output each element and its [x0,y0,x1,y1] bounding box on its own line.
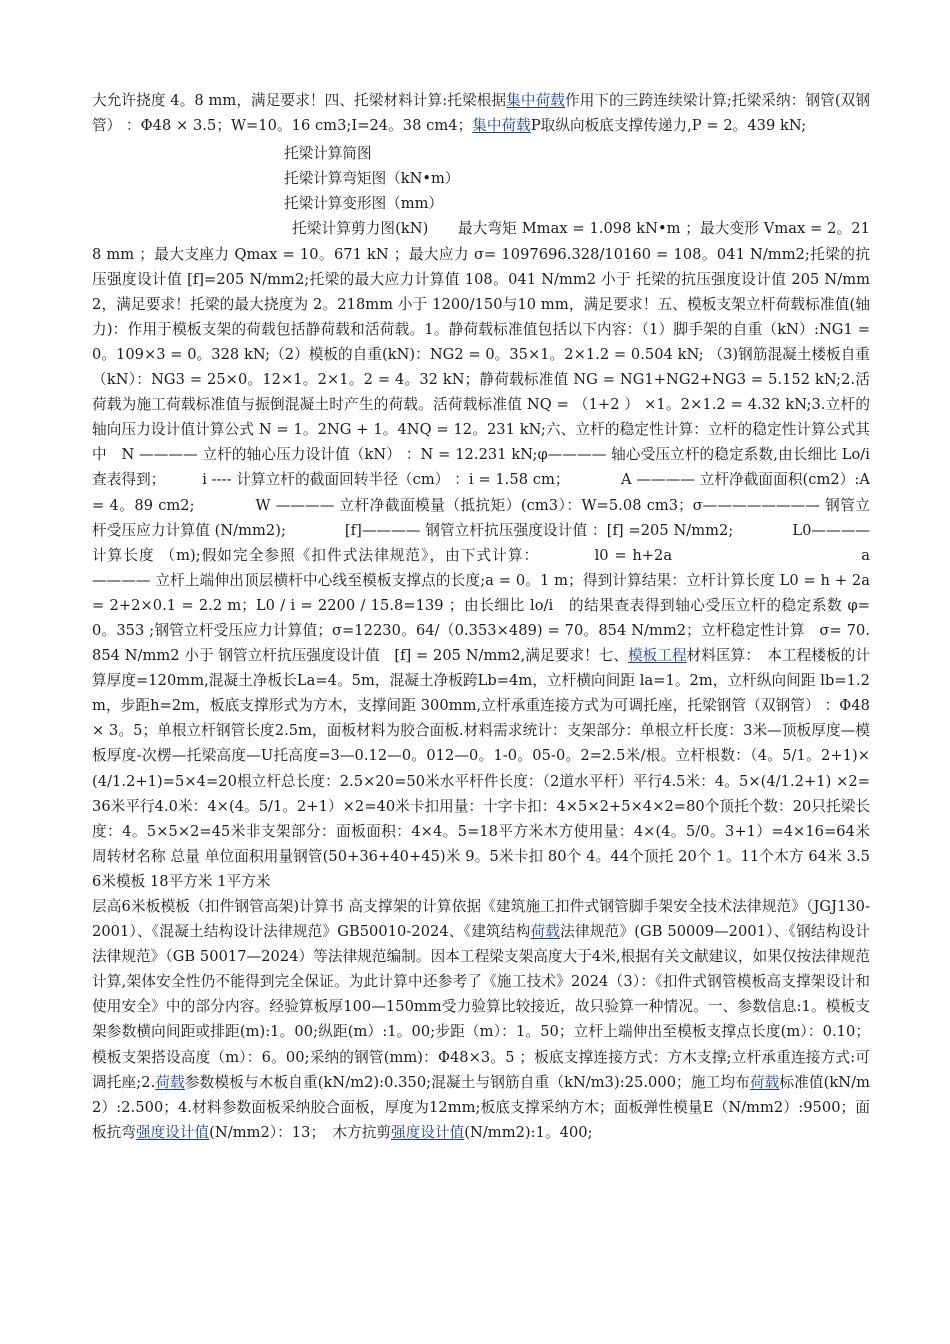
text-run: 大允许挠度 4。8 mm，满足要求！四、托梁材料计算:托梁根据 [92,92,507,109]
link-formwork-engineering[interactable]: 模板工程 [627,647,687,665]
text-run: 最大弯矩 Mmax = 1.098 kN•m ；最大变形 Vmax = 2。218 mm ；最大支座力 Qmax = 10。671 kN ；最大应力 σ= 1097696.328/10160 = 108。041 N/mm2;托梁的抗压强度设计值 [f]=205 N/mm2;托梁的最大应力计算值 108。041 N/mm2 小于 托梁的抗压强度设计值 205 N/mm2，满足要求！托梁的最大挠度为 2。218mm 小于 1200/150与10 mm，满足要求！五、模板支架立杆荷载标准值(轴力)：作用于模板支架的荷载包括静荷载和活荷载。1。静荷载标准值包括以下内容：（1）脚手架的自重（kN）:NG1 = 0。109×3 = 0。328 kN;（2）模板的自重(kN)：NG2 = 0。35×1。2×1.2 = 0.504 kN; （3)钢筋混凝土楼板自重（kN）：NG3 = 25×0。12×1。2×1。2 = 4。32 kN；静荷载标准值 NG = NG1+NG2+NG3 = 5.152 kN;2.活荷载为施工荷载标准值与振倒混凝土时产生的荷载。活荷载标准值 NQ = （1+2 ） ×1。2×1.2 = 4.32 kN;3.立杆的轴向压力设计值计算公式 N = 1。2NG + 1。4NQ = 12。231 kN;六、立杆的稳定性计算：立杆的稳定性计算公式其中 N ———— 立杆的轴心压力设计值（kN） ：N = 12.231 kN;φ———— 轴心受压立杆的稳定系数,由长细比 Lo/i 查表得到； i ---- 计算立杆的截面回转半径（cm） ：i = 1.58 cm； A ———— 立杆净截面面积(cm2）:A = 4。89 cm2; W ———— 立杆净截面模量（抵抗矩）(cm3）：W=5.08 cm3；σ———————— 钢管立杆受压应力计算值 (N/mm2); [f]———— 钢管立杆抗压强度设计值 ：[f] =205 N/mm2; L0———— 计算长度 （m);假如完全参照《扣件式法律规范》，由下式计算： l0 = h+2a a ———— 立杆上端伸出顶层横杆中心线至模板支撑点的长度;a = 0。1 m；得到计算结果：立杆计算长度 L0 = h + 2a = 2+2×0.1 = 2.2 m；L0 / i = 2200 / 15.8=139 ；由长细比 lo/i 的结果查表得到轴心受压立杆的稳定系数 φ= 0。353 ;钢管立杆受压应力计算值；σ=12230。64/（0.353×489) = 70。854 N/mm2；立杆稳定性计算 σ= 70.854 N/mm2 小于 钢管立杆抗压强度设计值 [f] = 205 N/mm2,满足要求！七、 [92,220,870,665]
caption-beam-diagram: 托梁计算简图 [284,145,372,163]
paragraph-stability-calc [92,216,870,894]
link-load[interactable]: 荷载 [530,923,561,941]
text-run: 标准值(kN/m2）:2.500；4.材料参数面板采纳胶合面板，厚度为12mm;板底支撑采纳方木；面板弹性模量E（N/mm2）:9500；面板抗弯 [92,1073,870,1141]
text-run: 材料匡算： 本工程楼板的计算厚度=120mm,混凝土净板长La=4。5m，混凝土净板跨Lb=4m，立杆横向间距 la=1。2m，立杆纵向间距 lb=1.2m，步距h=2m，板底支撑形式为方木，支撑间距 300mm,立杆承重连接方式为可调托座，托梁钢管（双钢管） ：Φ48 × 3。5；单根立杆钢管长度2.5m，面板材料为胶合面板.材料需求统计：支架部分：单根立杆长度：3米—顶板厚度—模板厚度-次楞—托梁高度—U托高度=3—0.12—0。012—0。1-0。05-0。2=2.5米/根。立杆根数：（4。5/1。2+1)×(4/1.2+1)=5×4=20根立杆总长度：2.5×20=50米水平杆件长度：（2道水平杆）平行4.5米：4。5×(4/1.2+1) ×2=36米平行4.0米：4×(4。5/1。2+1）×2=40米卡扣用量：十字卡扣：4×5×2+5×4×2=80个顶托个数：20只托梁长度：4。5×5×2=45米非支架部分：面板面积：4×4。5=18平方米木方使用量：4×(4。5/0。3+1）=4×16=64米周转材名称 总量 单位面积用量钢管(50+36+40+45)米 9。5米卡扣 80个 4。44个顶托 20个 1。11个木方 64米 3.56米模板 18平方米 1平方米 [92,647,870,890]
text-run: 法律规范》(GB 50009—2001）、《钢结构设计法律规范》（GB 50017—2024）等法律规范编制。因本工程梁支架高度大于4米,根据有关文献建议，如果仅按法律规范计算,架体安全性仍不能得到完全保证。为此计算中还参考了《施工技术》2024（3）：《扣件式钢管模板高支撑架设计和使用安全》中的部分内容。经验算板厚100—150mm受力验算比较接近，故只验算一种情况。一、参数信息:1。模板支架参数横向间距或排距(m):1。00;纵距(m）:1。00;步距（m）：1。50；立杆上端伸出至模板支撑点长度(m）：0.10；模板支架搭设高度（m）：6。00;采纳的钢管(mm)：Φ48×3。5 ；板底支撑连接方式：方木支撑;立杆承重连接方式:可调托座;2. [92,923,870,1091]
caption-moment-diagram: 托梁计算弯矩图（kN•m） [284,170,460,188]
text-run: P取纵向板底支撑传递力,P = 2。439 kN; [530,117,807,135]
link-concentrated-load[interactable]: 集中荷载 [506,92,566,109]
text-run: 参数模板与木板自重(kN/m2):0.350;混凝土与钢筋自重（kN/m3):25.000；施工均布 [184,1073,750,1091]
text-run: 作用下的三跨连续梁计算;托梁采纳：钢管(双钢管） ：Φ48 × 3.5；W=10。16 cm3;I=24。38 cm4； [92,92,870,135]
text-run: (N/mm2）：13； 木方抗剪 [209,1123,392,1141]
link-concentrated-load[interactable]: 集中荷载 [472,117,531,135]
link-load[interactable]: 荷载 [749,1073,780,1091]
text-run: (N/mm2):1。400; [464,1123,593,1141]
link-design-strength[interactable]: 强度设计值 [135,1123,210,1141]
caption-deformation-diagram: 托梁计算变形图（mm） [284,195,444,213]
paragraph-beam-calc [92,88,870,138]
link-load[interactable]: 荷载 [155,1073,185,1091]
document-page [92,88,870,1145]
caption-shear-diagram: 托梁计算剪力图(kN) [292,220,429,238]
paragraph-slab-formwork-report [92,894,870,1145]
text-run: 层高6米板模板（扣件钢管高架)计算书 高支撑架的计算依据《建筑施工扣件式钢管脚手架安全技术法律规范》（JGJ130-2001）、《混凝土结构设计法律规范》GB50010-2024、《建筑结构 [92,898,870,941]
link-design-strength[interactable]: 强度设计值 [391,1123,465,1141]
